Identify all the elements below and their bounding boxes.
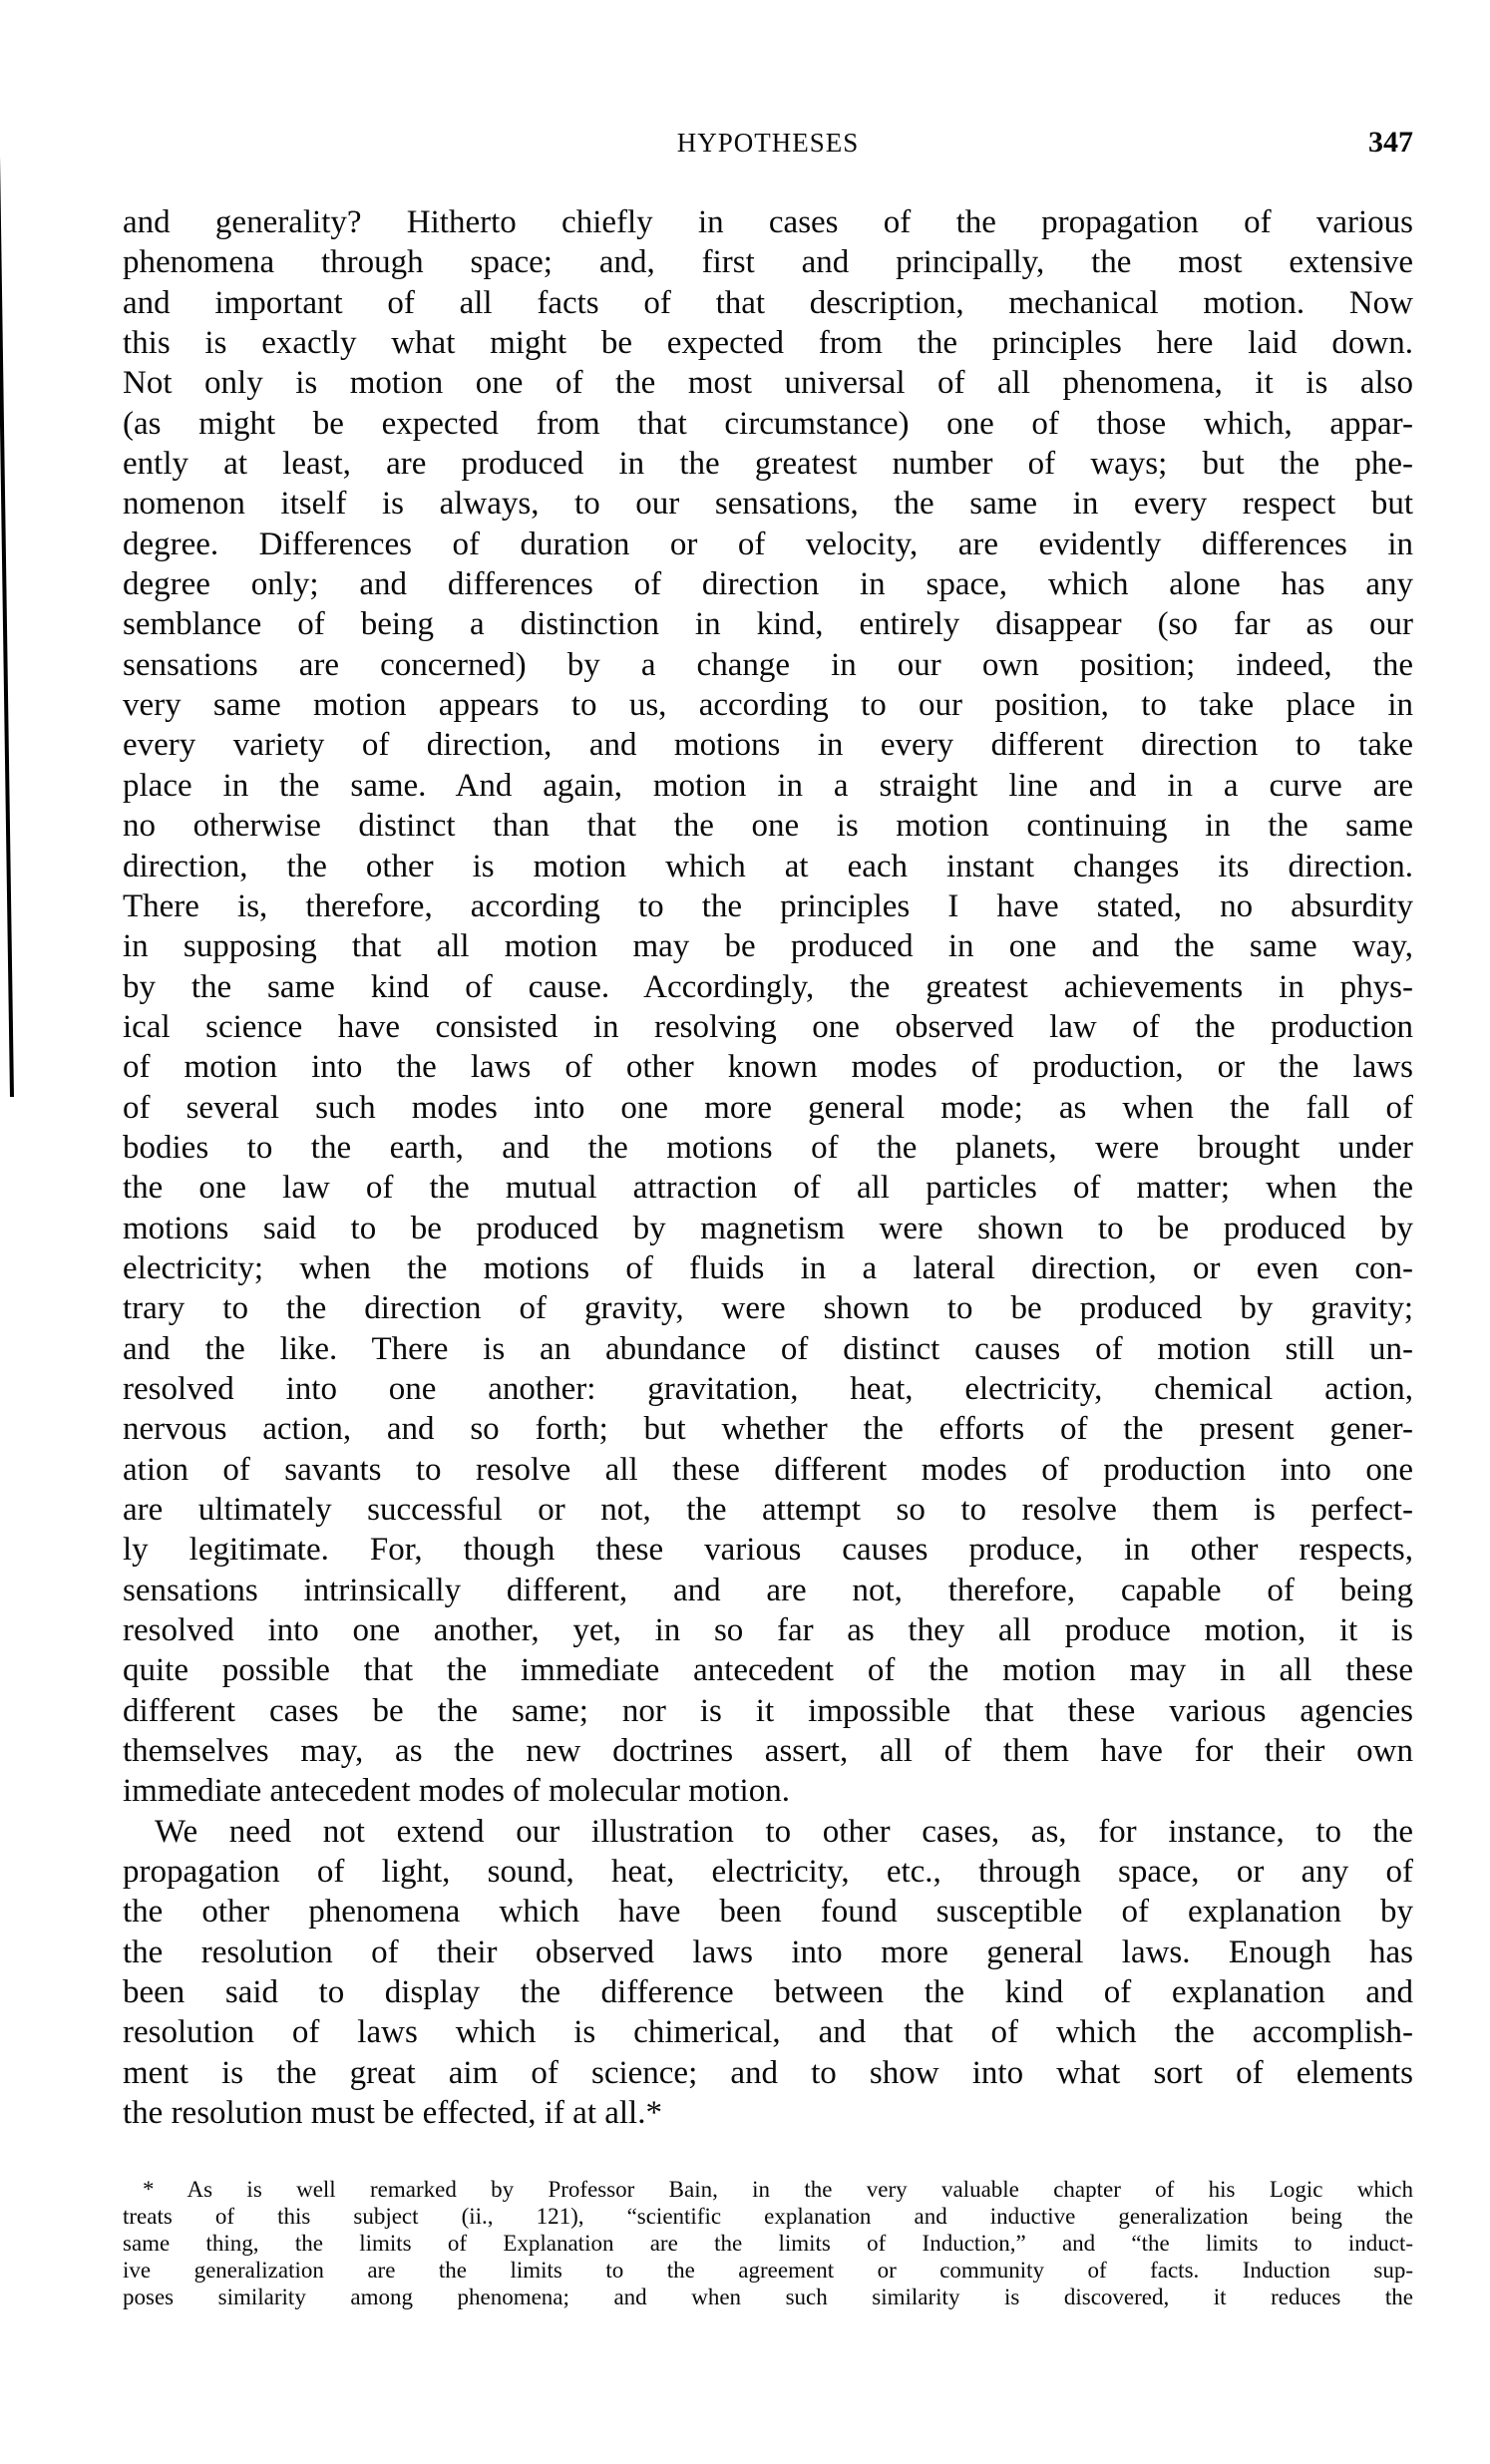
text-line: trary to the direction of gravity, were shown to be produced by gravity; [123, 1290, 1413, 1327]
text-line: themselves may, as the new doctrines assert, all of them have for their own [123, 1733, 1413, 1770]
footnote-line: * As is well remarked by Professor Bain, in the very valuable chapter of his Logic which [143, 2177, 1413, 2202]
footnote-line: treats of this subject (ii., 121), “scientific explanation and inductive generalization being the [123, 2204, 1413, 2229]
text-line: very same motion appears to us, according to our position, to take place in [123, 687, 1413, 724]
text-line: the one law of the mutual attraction of all particles of matter; when the [123, 1170, 1413, 1207]
text-line: the other phenomena which have been found susceptible of explanation by [123, 1894, 1413, 1931]
text-line: the resolution must be effected, if at all.* [123, 2095, 662, 2132]
text-line: sensations are concerned) by a change in our own position; indeed, the [123, 646, 1413, 683]
footnote-line: poses similarity among phenomena; and when such similarity is discovered, it reduces the [123, 2285, 1413, 2309]
text-line: resolution of laws which is chimerical, and that of which the accomplish- [123, 2014, 1413, 2051]
text-line: ently at least, are produced in the greatest number of ways; but the phe- [123, 446, 1413, 483]
running-title: HYPOTHESES [676, 128, 860, 158]
text-line: sensations intrinsically different, and are not, therefore, capable of being [123, 1572, 1413, 1608]
text-line: place in the same. And again, motion in a straight line and in a curve are [123, 767, 1413, 804]
text-line: been said to display the difference between the kind of explanation and [123, 1974, 1413, 2011]
text-line: no otherwise distinct than that the one is motion continuing in the same [123, 808, 1413, 845]
page-number: 347 [1368, 126, 1413, 159]
text-line: degree only; and differences of direction in space, which alone has any [123, 566, 1413, 603]
page-binding-edge [0, 0, 14, 1097]
text-line: in supposing that all motion may be produced in one and the same way, [123, 928, 1413, 965]
paragraph [123, 202, 1413, 1812]
text-line: ical science have consisted in resolving one observed law of the production [123, 1008, 1413, 1045]
footnote-line: ive generalization are the limits to the agreement or community of facts. Induction sup- [123, 2258, 1413, 2283]
text-line: phenomena through space; and, first and principally, the most extensive [123, 244, 1413, 281]
text-line: this is exactly what might be expected from the principles here laid down. [123, 325, 1413, 362]
text-line: are ultimately successful or not, the attempt so to resolve them is perfect- [123, 1492, 1413, 1528]
text-line: (as might be expected from that circumstance) one of those which, appar- [123, 405, 1413, 442]
text-line: motions said to be produced by magnetism were shown to be produced by [123, 1210, 1413, 1246]
paragraph [123, 1812, 1413, 2134]
text-line: the resolution of their observed laws into more general laws. Enough has [123, 1934, 1413, 1970]
text-line: and the like. There is an abundance of distinct causes of motion still un- [123, 1330, 1413, 1367]
text-line: of several such modes into one more general mode; as when the fall of [123, 1089, 1413, 1126]
text-line: We need not extend our illustration to other cases, as, for instance, to the [155, 1813, 1413, 1850]
text-line: resolved into one another, yet, in so far as they all produce motion, it is [123, 1612, 1413, 1649]
text-line: bodies to the earth, and the motions of the planets, were brought under [123, 1129, 1413, 1166]
text-line: nomenon itself is always, to our sensations, the same in every respect but [123, 486, 1413, 523]
text-line: quite possible that the immediate antecedent of the motion may in all these [123, 1652, 1413, 1689]
text-line: by the same kind of cause. Accordingly, the greatest achievements in phys- [123, 968, 1413, 1005]
text-line: immediate antecedent modes of molecular motion. [123, 1773, 790, 1810]
text-line: every variety of direction, and motions in every different direction to take [123, 727, 1413, 764]
text-line: direction, the other is motion which at each instant changes its direction. [123, 848, 1413, 884]
text-line: ation of savants to resolve all these different modes of production into one [123, 1451, 1413, 1488]
body-text [123, 202, 1413, 2134]
text-line: ly legitimate. For, though these various causes produce, in other respects, [123, 1532, 1413, 1569]
footnote [123, 2176, 1413, 2310]
text-line: different cases be the same; nor is it impossible that these various agencies [123, 1692, 1413, 1729]
text-line: semblance of being a distinction in kind, entirely disappear (so far as our [123, 606, 1413, 643]
footnote-line: same thing, the limits of Explanation are the limits of Induction,” and “the limits to induct- [123, 2231, 1413, 2256]
text-line: and important of all facts of that description, mechanical motion. Now [123, 284, 1413, 321]
text-line: of motion into the laws of other known modes of production, or the laws [123, 1049, 1413, 1086]
text-line: propagation of light, sound, heat, electricity, etc., through space, or any of [123, 1854, 1413, 1891]
text-line: Not only is motion one of the most universal of all phenomena, it is also [123, 365, 1413, 402]
text-line: There is, therefore, according to the principles I have stated, no absurdity [123, 887, 1413, 924]
text-line: and generality? Hitherto chiefly in cases of the propagation of various [123, 204, 1413, 240]
text-line: resolved into one another: gravitation, heat, electricity, chemical action, [123, 1370, 1413, 1407]
text-line: ment is the great aim of science; and to show into what sort of elements [123, 2054, 1413, 2091]
text-line: electricity; when the motions of fluids in a lateral direction, or even con- [123, 1249, 1413, 1286]
running-head [123, 122, 1413, 162]
text-line: nervous action, and so forth; but whether the efforts of the present gener- [123, 1411, 1413, 1448]
text-line: degree. Differences of duration or of velocity, are evidently differences in [123, 526, 1413, 562]
